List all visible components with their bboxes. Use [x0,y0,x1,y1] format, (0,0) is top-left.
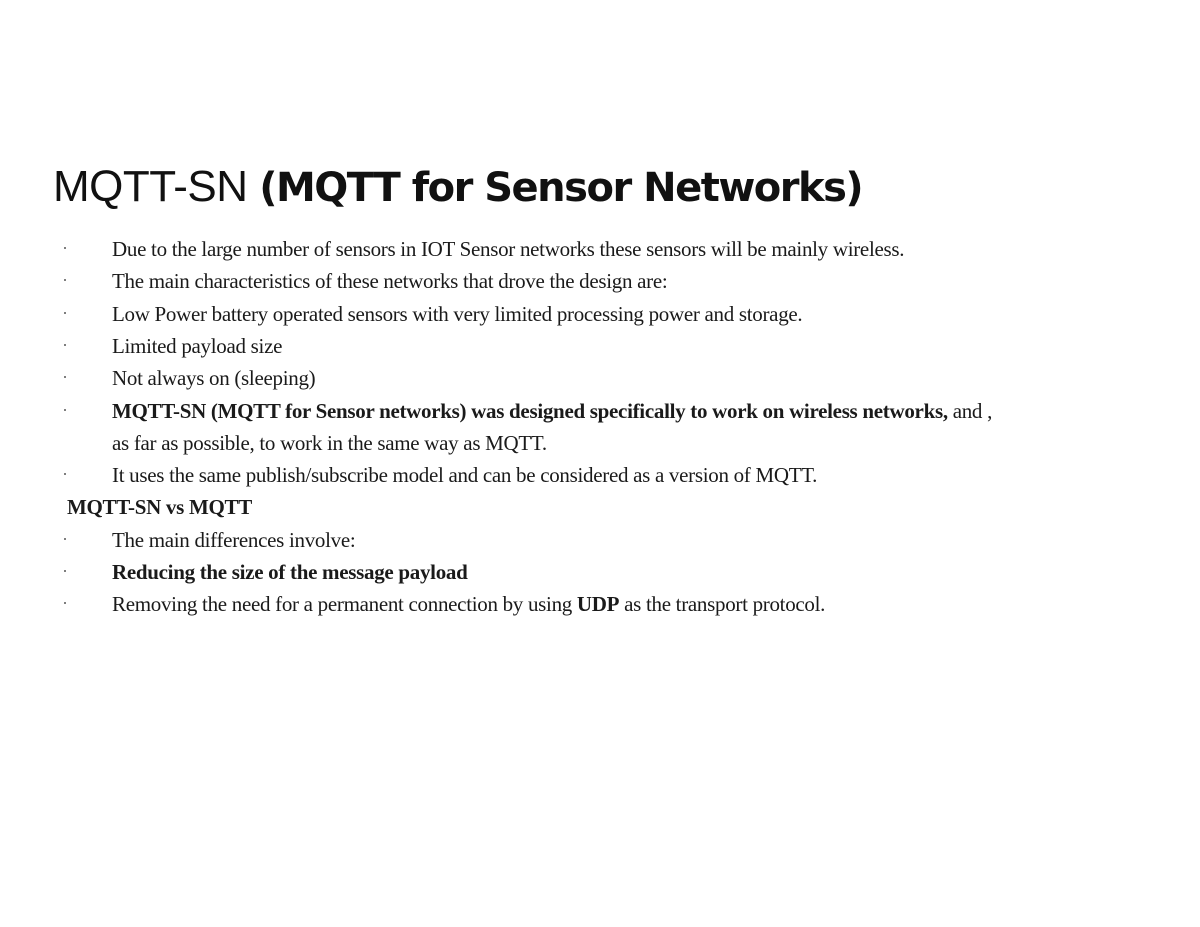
section-subheading [0,491,1200,523]
bullet-marker [64,376,66,378]
list-item [0,330,1200,362]
list-item-text: Not always on (sleeping) [112,366,316,390]
text-segment: as the transport protocol. [619,592,826,616]
bullet-marker [64,247,66,249]
list-item [0,233,1200,265]
list-item [0,395,1200,427]
list-item-text: Limited payload size [112,334,283,358]
bullet-marker [64,279,66,281]
list-item-text: The main differences involve: [112,528,356,552]
subheading-text: MQTT-SN vs MQTT [67,495,252,519]
list-item-text: Low Power battery operated sensors with very limited processing power and storage. [112,302,803,326]
list-item [0,588,1200,620]
bullet-marker [64,409,66,411]
list-item [0,362,1200,394]
list-item [0,298,1200,330]
list-item-text: The main characteristics of these networks that drove the design are: [112,269,668,293]
list-item [0,556,1200,588]
list-item-text: as far as possible, to work in the same way as MQTT. [112,431,547,455]
bullet-marker [64,473,66,475]
list-item-text: Due to the large number of sensors in IOT Sensor networks these sensors will be mainly wireless. [112,237,905,261]
list-item-text: Reducing the size of the message payload [112,560,468,584]
list-item-text [112,397,992,425]
bullet-marker [64,312,66,314]
list-item-tail: and , [947,399,993,423]
list-item-continuation [0,427,1200,459]
bullet-marker [64,570,66,572]
emphasis-text: MQTT-SN (MQTT for Sensor networks) was designed specifically to work on wireless networks, [112,399,948,423]
list-item [0,265,1200,297]
slide-title [53,160,862,215]
bullet-marker [64,602,66,604]
list-item-text [112,590,825,618]
list-item-text: It uses the same publish/subscribe model and can be considered as a version of MQTT. [112,463,818,487]
title-strong: (MQTT for Sensor Networks) [259,165,863,211]
title-plain: MQTT-SN [53,162,260,211]
emphasis-text: UDP [576,592,620,616]
bullet-marker [64,344,66,346]
bullet-marker [64,538,66,540]
text-segment: Removing the need for a permanent connection by using [112,592,577,616]
list-item [0,459,1200,491]
list-item [0,524,1200,556]
